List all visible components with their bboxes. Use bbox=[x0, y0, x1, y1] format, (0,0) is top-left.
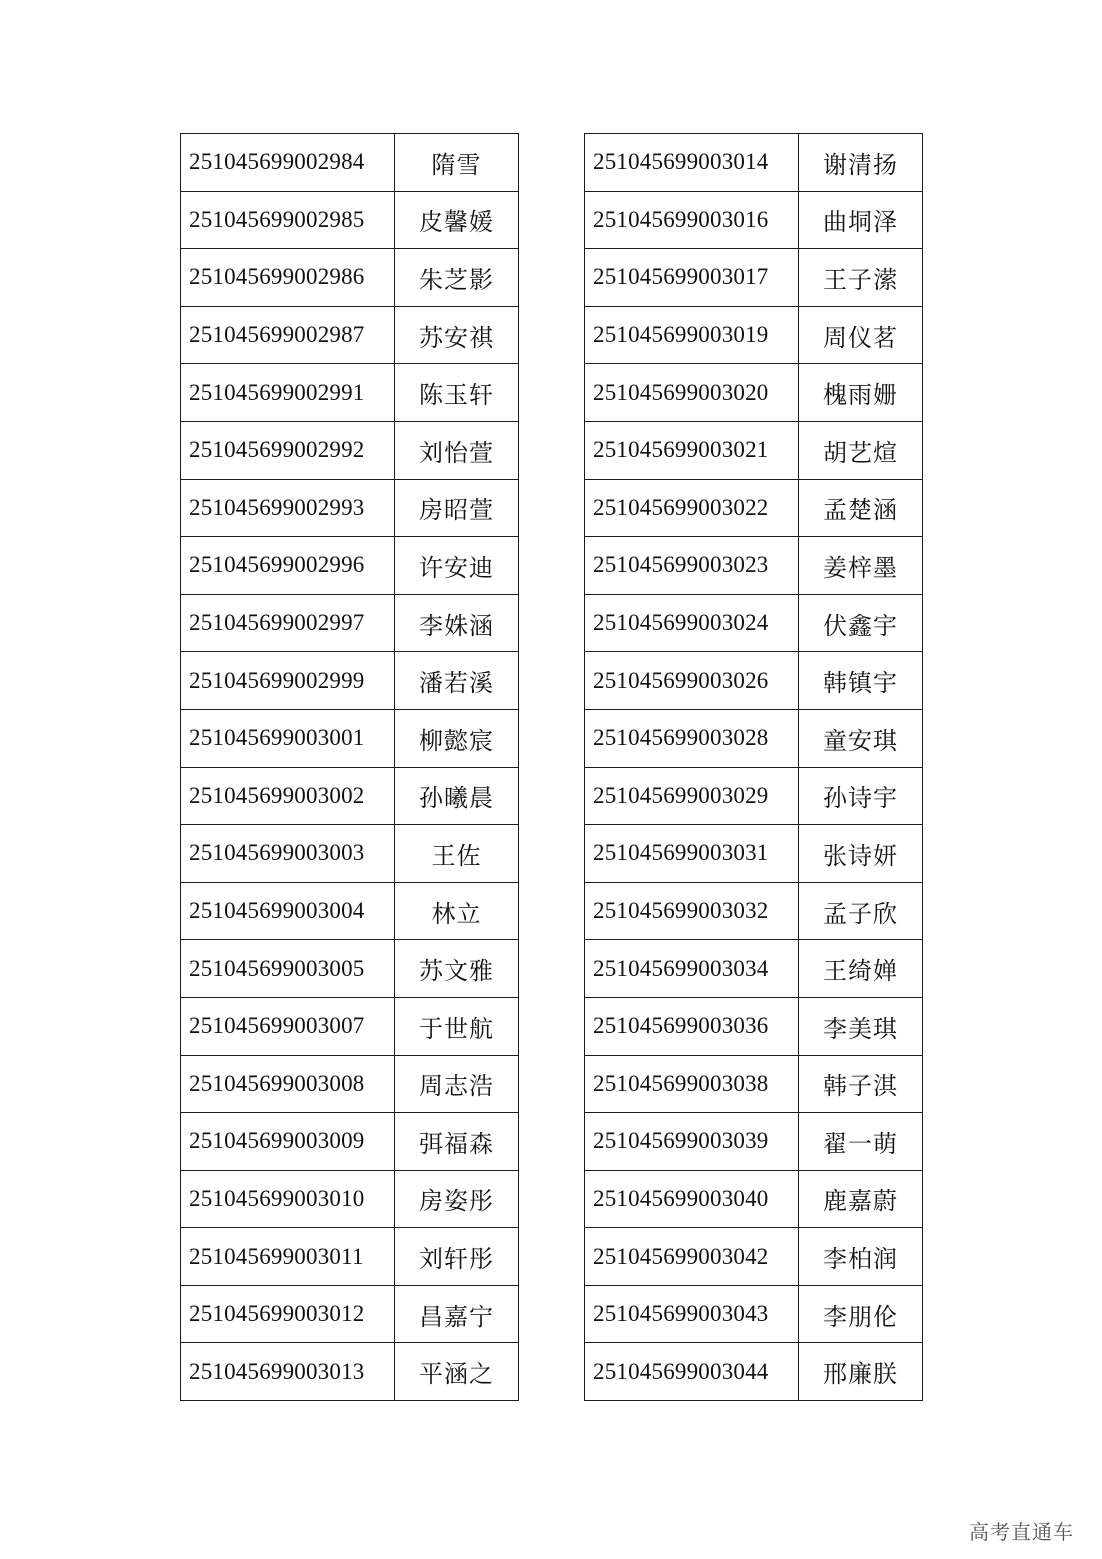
student-name-cell: 张诗妍 bbox=[799, 825, 923, 883]
table-row bbox=[181, 1228, 519, 1286]
table-row bbox=[181, 997, 519, 1055]
table-row bbox=[181, 306, 519, 364]
watermark-text: 高考直通车 bbox=[969, 1520, 1074, 1544]
exam-number-cell: 251045699003044 bbox=[585, 1343, 799, 1401]
table-row bbox=[585, 1113, 923, 1171]
table-row bbox=[585, 479, 923, 537]
table-row bbox=[585, 537, 923, 595]
exam-number-cell: 251045699003024 bbox=[585, 594, 799, 652]
exam-number-cell: 251045699003005 bbox=[181, 940, 395, 998]
table-row bbox=[585, 1055, 923, 1113]
student-name-cell: 皮馨媛 bbox=[395, 191, 519, 249]
table-row bbox=[585, 1343, 923, 1401]
exam-number-cell: 251045699002987 bbox=[181, 306, 395, 364]
exam-number-cell: 251045699002997 bbox=[181, 594, 395, 652]
table-row bbox=[585, 1228, 923, 1286]
table-row bbox=[585, 652, 923, 710]
table-row bbox=[181, 249, 519, 307]
student-name-cell: 童安琪 bbox=[799, 709, 923, 767]
table-row bbox=[181, 191, 519, 249]
table-row bbox=[585, 1170, 923, 1228]
table-row bbox=[181, 940, 519, 998]
exam-number-cell: 251045699003036 bbox=[585, 997, 799, 1055]
student-name-cell: 许安迪 bbox=[395, 537, 519, 595]
exam-number-cell: 251045699003012 bbox=[181, 1285, 395, 1343]
table-row bbox=[585, 306, 923, 364]
exam-number-cell: 251045699003022 bbox=[585, 479, 799, 537]
student-name-cell: 刘怡萱 bbox=[395, 421, 519, 479]
table-row bbox=[181, 652, 519, 710]
student-name-cell: 于世航 bbox=[395, 997, 519, 1055]
table-row bbox=[585, 594, 923, 652]
student-name-cell: 朱芝影 bbox=[395, 249, 519, 307]
table-row bbox=[585, 940, 923, 998]
table-row bbox=[585, 825, 923, 883]
student-name-cell: 弭福森 bbox=[395, 1113, 519, 1171]
student-name-cell: 王绮婵 bbox=[799, 940, 923, 998]
exam-number-cell: 251045699003004 bbox=[181, 882, 395, 940]
table-row bbox=[181, 1113, 519, 1171]
student-name-cell: 隋雪 bbox=[395, 134, 519, 192]
roster-table-left-body bbox=[181, 134, 519, 1401]
table-row bbox=[181, 134, 519, 192]
roster-table-left bbox=[180, 133, 519, 1401]
table-row bbox=[585, 421, 923, 479]
table-row bbox=[585, 1285, 923, 1343]
student-name-cell: 韩镇宇 bbox=[799, 652, 923, 710]
exam-number-cell: 251045699003010 bbox=[181, 1170, 395, 1228]
student-name-cell: 柳懿宸 bbox=[395, 709, 519, 767]
student-name-cell: 伏鑫宇 bbox=[799, 594, 923, 652]
table-row bbox=[181, 709, 519, 767]
exam-number-cell: 251045699003026 bbox=[585, 652, 799, 710]
student-name-cell: 孟子欣 bbox=[799, 882, 923, 940]
student-name-cell: 孙曦晨 bbox=[395, 767, 519, 825]
exam-number-cell: 251045699002992 bbox=[181, 421, 395, 479]
student-name-cell: 王佐 bbox=[395, 825, 519, 883]
exam-number-cell: 251045699003001 bbox=[181, 709, 395, 767]
exam-number-cell: 251045699003040 bbox=[585, 1170, 799, 1228]
student-name-cell: 鹿嘉蔚 bbox=[799, 1170, 923, 1228]
student-name-cell: 李美琪 bbox=[799, 997, 923, 1055]
exam-number-cell: 251045699003023 bbox=[585, 537, 799, 595]
exam-number-cell: 251045699002996 bbox=[181, 537, 395, 595]
table-row bbox=[585, 882, 923, 940]
exam-number-cell: 251045699002985 bbox=[181, 191, 395, 249]
exam-number-cell: 251045699003039 bbox=[585, 1113, 799, 1171]
exam-number-cell: 251045699003014 bbox=[585, 134, 799, 192]
exam-number-cell: 251045699003042 bbox=[585, 1228, 799, 1286]
exam-number-cell: 251045699003019 bbox=[585, 306, 799, 364]
table-row bbox=[585, 134, 923, 192]
roster-table-right-body bbox=[585, 134, 923, 1401]
student-name-cell: 胡艺煊 bbox=[799, 421, 923, 479]
exam-number-cell: 251045699002993 bbox=[181, 479, 395, 537]
exam-number-cell: 251045699003032 bbox=[585, 882, 799, 940]
student-name-cell: 刘轩彤 bbox=[395, 1228, 519, 1286]
exam-number-cell: 251045699003043 bbox=[585, 1285, 799, 1343]
exam-number-cell: 251045699003016 bbox=[585, 191, 799, 249]
exam-number-cell: 251045699003008 bbox=[181, 1055, 395, 1113]
table-row bbox=[181, 825, 519, 883]
student-name-cell: 苏安祺 bbox=[395, 306, 519, 364]
table-row bbox=[181, 767, 519, 825]
student-name-cell: 周仪茗 bbox=[799, 306, 923, 364]
exam-number-cell: 251045699002984 bbox=[181, 134, 395, 192]
table-row bbox=[181, 537, 519, 595]
student-name-cell: 韩子淇 bbox=[799, 1055, 923, 1113]
table-row bbox=[585, 249, 923, 307]
exam-number-cell: 251045699003013 bbox=[181, 1343, 395, 1401]
student-name-cell: 谢清扬 bbox=[799, 134, 923, 192]
exam-number-cell: 251045699003003 bbox=[181, 825, 395, 883]
student-name-cell: 潘若溪 bbox=[395, 652, 519, 710]
table-row bbox=[585, 191, 923, 249]
student-name-cell: 孙诗宇 bbox=[799, 767, 923, 825]
student-name-cell: 曲垌泽 bbox=[799, 191, 923, 249]
student-name-cell: 孟楚涵 bbox=[799, 479, 923, 537]
exam-number-cell: 251045699003020 bbox=[585, 364, 799, 422]
student-name-cell: 邢廉朕 bbox=[799, 1343, 923, 1401]
student-name-cell: 王子潆 bbox=[799, 249, 923, 307]
student-name-cell: 平涵之 bbox=[395, 1343, 519, 1401]
table-row bbox=[181, 1170, 519, 1228]
exam-number-cell: 251045699003002 bbox=[181, 767, 395, 825]
table-row bbox=[181, 594, 519, 652]
exam-number-cell: 251045699003009 bbox=[181, 1113, 395, 1171]
student-name-cell: 李朋伦 bbox=[799, 1285, 923, 1343]
student-name-cell: 姜梓墨 bbox=[799, 537, 923, 595]
table-row bbox=[585, 767, 923, 825]
exam-number-cell: 251045699003034 bbox=[585, 940, 799, 998]
student-name-cell: 槐雨姗 bbox=[799, 364, 923, 422]
student-name-cell: 房昭萱 bbox=[395, 479, 519, 537]
table-row bbox=[181, 882, 519, 940]
roster-table-right bbox=[584, 133, 923, 1401]
table-row bbox=[181, 364, 519, 422]
student-name-cell: 林立 bbox=[395, 882, 519, 940]
exam-number-cell: 251045699002986 bbox=[181, 249, 395, 307]
student-name-cell: 李柏润 bbox=[799, 1228, 923, 1286]
table-row bbox=[181, 1343, 519, 1401]
student-name-cell: 房姿彤 bbox=[395, 1170, 519, 1228]
student-name-cell: 李姝涵 bbox=[395, 594, 519, 652]
exam-number-cell: 251045699003011 bbox=[181, 1228, 395, 1286]
exam-number-cell: 251045699003031 bbox=[585, 825, 799, 883]
exam-number-cell: 251045699003007 bbox=[181, 997, 395, 1055]
table-row bbox=[181, 421, 519, 479]
student-name-cell: 周志浩 bbox=[395, 1055, 519, 1113]
student-name-cell: 苏文雅 bbox=[395, 940, 519, 998]
table-row bbox=[585, 709, 923, 767]
table-row bbox=[585, 364, 923, 422]
student-name-cell: 翟一萌 bbox=[799, 1113, 923, 1171]
table-row bbox=[585, 997, 923, 1055]
exam-number-cell: 251045699003028 bbox=[585, 709, 799, 767]
student-name-cell: 陈玉轩 bbox=[395, 364, 519, 422]
table-row bbox=[181, 479, 519, 537]
exam-number-cell: 251045699003038 bbox=[585, 1055, 799, 1113]
exam-number-cell: 251045699003021 bbox=[585, 421, 799, 479]
table-row bbox=[181, 1055, 519, 1113]
table-row bbox=[181, 1285, 519, 1343]
exam-number-cell: 251045699002999 bbox=[181, 652, 395, 710]
exam-number-cell: 251045699002991 bbox=[181, 364, 395, 422]
student-name-cell: 昌嘉宁 bbox=[395, 1285, 519, 1343]
exam-number-cell: 251045699003017 bbox=[585, 249, 799, 307]
exam-number-cell: 251045699003029 bbox=[585, 767, 799, 825]
